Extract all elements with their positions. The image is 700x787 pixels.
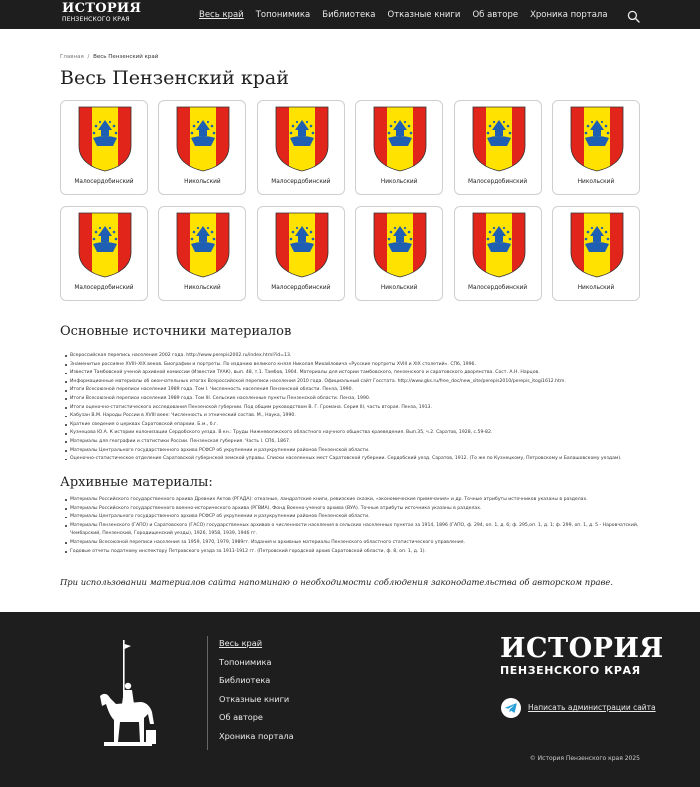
footer-link-ves-krai[interactable] <box>219 637 294 656</box>
list-item: Годовые отчеты податному инспектору Петровского уезда за 1911-1912 гг. (Петровский городской архив Саратовской области, ф. 8, оп. 1, д. 1). <box>66 548 640 557</box>
footer-link-ob-avtore[interactable] <box>219 711 294 730</box>
breadcrumb <box>60 54 158 60</box>
footer-copyright: © История Пензенского края 2025 <box>529 755 640 762</box>
district-card[interactable] <box>355 206 443 301</box>
knight-monument-icon <box>94 638 160 748</box>
district-card[interactable] <box>60 206 148 301</box>
coat-of-arms-icon <box>373 106 427 172</box>
coat-of-arms-icon <box>176 106 230 172</box>
coat-of-arms-icon <box>275 212 329 278</box>
list-item: Знаменитые россияне XVIII–XIX веков. Биографии и портреты. По изданию великого князя Николая Михайловича «Русские портреты XVIII и XIX столетий». СПб, 1996. <box>66 361 640 370</box>
district-name: Малосердобинский <box>271 285 331 291</box>
district-card[interactable] <box>454 100 542 195</box>
coat-of-arms-icon <box>176 212 230 278</box>
district-card[interactable] <box>355 100 443 195</box>
list-item: Материалы Центрального государственного архива РСФСР об укрупнении и разукрупнении районов Пензенской области. <box>66 513 640 522</box>
footer-link-toponimika[interactable] <box>219 656 294 675</box>
sources-list <box>66 352 640 464</box>
nav-link-khronika[interactable]: Хроника портала <box>530 9 608 20</box>
list-item: Итоги Всесоюзной переписи населения 1989 года. Том I. Численность населения Пензенской области. Пенза, 1990. <box>66 386 640 395</box>
main-nav <box>199 0 620 29</box>
footer-link-label: Библиотека <box>219 675 271 686</box>
sources-heading: Основные источники материалов <box>60 324 292 339</box>
district-card[interactable] <box>552 100 640 195</box>
list-item: Материалы Всесоюзной переписи населения за 1959, 1970, 1979, 1989гг. Издания и архивные материалы Пензенского областного статистического управления. <box>66 539 640 548</box>
nav-link-otkaznye-knigi[interactable]: Отказные книги <box>387 9 461 20</box>
district-name: Малосердобинский <box>467 179 528 185</box>
district-card[interactable] <box>552 206 640 301</box>
footer-logo-title: ИСТОРИЯ <box>500 633 664 664</box>
coat-of-arms-icon <box>78 106 132 172</box>
archives-heading: Архивные материалы: <box>60 475 213 490</box>
footer-link-biblioteka[interactable] <box>219 674 294 693</box>
copyright-notice: При использовании материалов сайта напоминаю о необходимости соблюдения законодательства об авторском праве. <box>60 577 614 587</box>
site-footer <box>0 612 700 787</box>
site-header <box>0 0 700 29</box>
footer-link-label: Об авторе <box>219 712 263 723</box>
archives-list <box>66 496 640 556</box>
footer-link-label: Топонимика <box>219 656 272 667</box>
district-card[interactable] <box>60 100 148 195</box>
list-item: Оценочно-статистическое отделение Саратовской губернской земской управы. Списки населенных мест Саратовской губернии. Сердобский уезд. Саратов, 1912. (То же по Кузнецкому, Петровскому и Балашовскому уездам). <box>66 455 640 464</box>
footer-logo[interactable] <box>500 633 664 678</box>
list-item: Материалы Российского государственного архива Древних Актов (РГАДА): отказные, ландратские книги, ревизские сказки, «экономические примечания» и др. Точные атрибуты источников указаны в разделах. <box>66 496 640 505</box>
list-item: Информационные материалы об окончательных итогах Всероссийской переписи населения 2010 года. Официальный сайт Госстата. http://www.gks.ru/free_doc/new_site/perepis2010/perepis_itogi1612.htm. <box>66 378 640 387</box>
nav-link-ves-krai[interactable]: Весь край <box>199 9 244 20</box>
telegram-icon[interactable] <box>501 698 521 718</box>
district-card[interactable] <box>257 100 345 195</box>
coat-of-arms-icon <box>570 106 624 172</box>
nav-link-toponimika[interactable]: Топонимика <box>255 9 311 20</box>
footer-nav <box>219 637 294 749</box>
list-item: Материалы Центрального государственного архива РСФСР об укрупнении и разукрупнении районов Пензенской области. <box>66 447 640 456</box>
list-item: Материалы Пензенского (ГАПО) и Саратовского (ГАСО) государственных архивов о численности населения в сельских населенных пунктах за 1914, 1896 (ГАПО, ф. 294, оп. 1, д. 6; ф. 295,оп. 1, д. 1; ф. 299, оп. 1, д. 5 - Наровчатский, Чембарский, Пензенский, Городищенский уезды), 1926, 1958, 1939, 1946 гг. <box>66 522 640 539</box>
coat-of-arms-icon <box>373 212 427 278</box>
coat-of-arms-icon <box>570 212 624 278</box>
coat-of-arms-icon <box>78 212 132 278</box>
footer-link-label: Весь край <box>219 638 263 648</box>
district-card[interactable] <box>158 100 246 195</box>
district-name: Никольский <box>577 285 615 291</box>
list-item: Краткие сведения о церквах Саратовской епархии. Б.м., б.г. <box>66 421 640 430</box>
breadcrumb-separator: / <box>87 54 90 60</box>
breadcrumb-home[interactable]: Главная <box>60 54 84 60</box>
list-item: Итоги оценочно-статистического исследования Пензенской губернии. Под общим руководством В. Г. Громана. Серия III, часть вторая. Пенза, 1913. <box>66 404 640 413</box>
district-card[interactable] <box>257 206 345 301</box>
district-name: Малосердобинский <box>467 285 528 291</box>
list-item: Всероссийская перепись населения 2002 года. http://www.perepis2002.ru/index.html?id=13. <box>66 352 640 361</box>
list-item: Кабузан В.М. Народы России в XVIII веке: Численность и этнический состав. М., Наука, 1990. <box>66 412 640 421</box>
district-name: Малосердобинский <box>74 285 134 291</box>
district-name: Никольский <box>577 179 615 185</box>
list-item: Известия Тамбовской ученой архивной комиссии (Известия ТУАК), вып. 48, т.1. Тамбов, 1904. Материалы для истории тамбовского, пензенского и саратовского дворянства. Сост. А.Н. Нарцов. <box>66 369 640 378</box>
district-grid <box>60 100 640 301</box>
footer-divider <box>207 636 208 750</box>
breadcrumb-current: Весь Пензенский край <box>93 54 159 60</box>
coat-of-arms-icon <box>472 106 526 172</box>
header-logo-title: ИСТОРИЯ <box>62 1 142 16</box>
search-icon[interactable] <box>627 8 640 21</box>
footer-link-label: Отказные книги <box>219 693 290 704</box>
footer-logo-subtitle: ПЕНЗЕНСКОГО КРАЯ <box>500 664 641 677</box>
header-logo[interactable] <box>62 1 142 26</box>
district-card[interactable] <box>454 206 542 301</box>
district-name: Никольский <box>184 285 221 291</box>
list-item: Материалы для географии и статистики России. Пензенская губерния. Часть I. СПб, 1867. <box>66 438 640 447</box>
contact-admin-link[interactable]: Написать администрации сайта <box>528 703 656 712</box>
header-logo-subtitle: ПЕНЗЕНСКОГО КРАЯ <box>62 16 130 23</box>
coat-of-arms-icon <box>275 106 329 172</box>
district-name: Никольский <box>380 179 418 185</box>
footer-link-label: Хроника портала <box>219 730 294 741</box>
district-card[interactable] <box>158 206 246 301</box>
nav-link-biblioteka[interactable]: Библиотека <box>322 9 376 20</box>
coat-of-arms-icon <box>472 212 526 278</box>
district-name: Малосердобинский <box>271 179 331 185</box>
district-name: Никольский <box>380 285 418 291</box>
district-name: Никольский <box>184 179 221 185</box>
nav-link-ob-avtore[interactable]: Об авторе <box>472 9 519 20</box>
footer-link-khronika[interactable] <box>219 730 294 749</box>
list-item: Материалы Российского государственного военно-исторического архива (РГВИА). Фонд Военно-ученого архива (ВУА). Точные атрибуты источника указаны в разделах. <box>66 505 640 514</box>
page-title: Весь Пензенский край <box>60 67 289 89</box>
footer-link-otkaznye-knigi[interactable] <box>219 693 294 712</box>
list-item: Кузнецова Ю.А. К истории колонизации Сердобского уезда. В кн.: Труды Нижневолжского областного научного общества краеведения. Вып.35, ч.2. Саратов, 1928, с.59-82. <box>66 429 640 438</box>
district-name: Малосердобинский <box>74 179 134 185</box>
list-item: Итоги Всесоюзной переписи населения 1989 года. Том III. Сельские населенные пункты Пензенской области. Пенза, 1990. <box>66 395 640 404</box>
